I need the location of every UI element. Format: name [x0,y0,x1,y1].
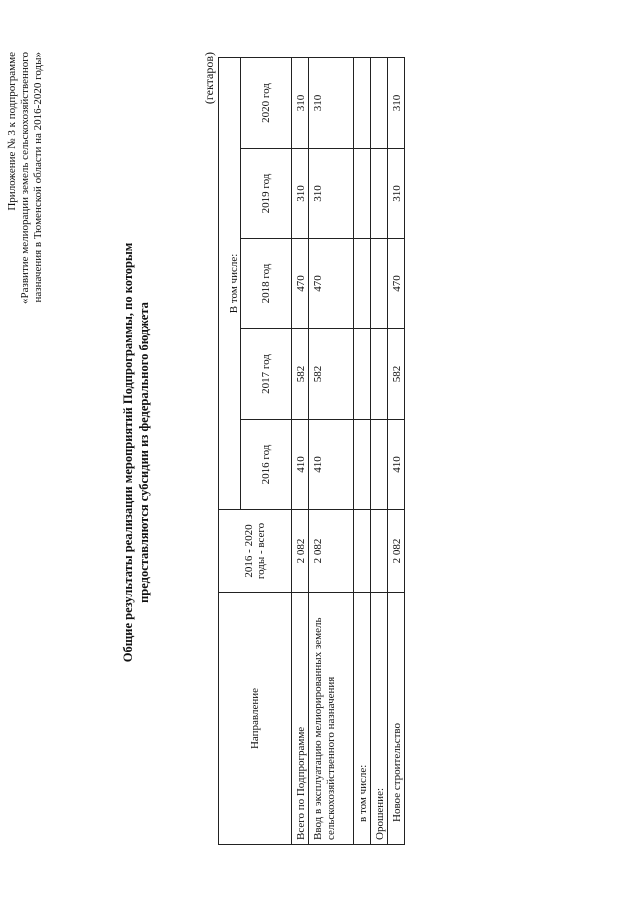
row-label: Ввод в эксплуатацию мелиорированных земель сельскохозяйственного назначения [309,593,354,845]
appendix-line-3: назначения в Тюменской области на 2016-2020 годы» [32,52,44,303]
row-value-2017: 582 [292,329,309,420]
row-label: в том числе: [354,593,371,845]
row-total: 2 082 [309,510,354,593]
row-empty-cell [354,149,371,239]
document-title [120,0,152,905]
row-empty-cell [354,510,371,593]
row-empty-cell [371,149,388,239]
row-value-2018: 470 [388,239,405,329]
appendix-note [6,0,45,905]
appendix-line-2: «Развитие мелиорации земель сельскохозяйственного [19,52,31,304]
row-empty-cell [371,239,388,329]
row-value-2020: 310 [309,57,354,148]
row-value-2018: 470 [309,239,354,329]
header-year-2019: 2019 год [241,149,292,239]
header-total-line-1: 2016 - 2020 [243,524,255,578]
row-total: 2 082 [388,510,405,593]
row-value-2018: 470 [292,239,309,329]
row-value-2016: 410 [388,420,405,510]
row-value-2020: 310 [388,57,405,148]
header-year-2020: 2020 год [241,57,292,148]
row-value-2016: 410 [292,420,309,510]
header-including: В том числе: [219,57,241,509]
row-label: Новое строительство [388,593,405,845]
row-value-2020: 310 [292,57,309,148]
row-value-2019: 310 [292,149,309,239]
header-year-2018: 2018 год [241,239,292,329]
title-line-2: предоставляются субсидии из федерального бюджета [137,302,151,603]
table-row-new-construction [388,57,405,844]
results-table [218,57,405,845]
row-value-2017: 582 [309,329,354,420]
header-total-line-2: годы - всего [255,522,267,580]
table-row-irrigation [371,57,388,844]
row-empty-cell [354,420,371,510]
row-value-2019: 310 [388,149,405,239]
row-label: Орошение: [371,593,388,845]
row-empty-cell [354,239,371,329]
row-empty-cell [371,420,388,510]
header-direction: Направление [219,593,292,845]
row-value-2019: 310 [309,149,354,239]
row-empty-cell [354,329,371,420]
table-row-including [354,57,371,844]
row-empty-cell [354,57,371,148]
header-year-2017: 2017 год [241,329,292,420]
row-empty-cell [371,510,388,593]
row-total: 2 082 [292,510,309,593]
row-empty-cell [371,57,388,148]
header-year-2016: 2016 год [241,420,292,510]
appendix-line-1: Приложение № 3 к подпрограмме [6,52,18,211]
table-row-total [292,57,309,844]
row-label: Всего по Подпрограмме [292,593,309,845]
row-value-2017: 582 [388,329,405,420]
row-value-2016: 410 [309,420,354,510]
header-total [219,510,292,593]
row-empty-cell [371,329,388,420]
title-line-1: Общие результаты реализации мероприятий Подпрограммы, по которым [121,242,135,663]
table-row-commissioning [309,57,354,844]
units-label: (гектаров) [202,52,216,105]
